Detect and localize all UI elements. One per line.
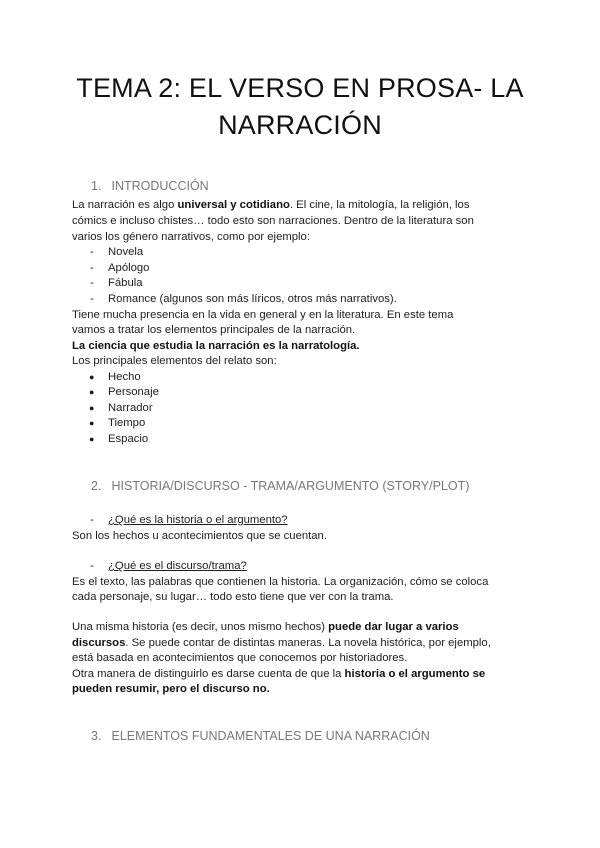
question-text: ¿Qué es la historia o el argumento? [108,514,288,526]
section-number: 3. [91,729,102,743]
answer-2-line-2: cada personaje, su lugar… todo esto tiene que ver con la trama. [72,591,394,603]
bold-run: La ciencia que estudia la narración es la narratología. [72,340,360,352]
text-run: La narración es algo [72,199,178,211]
narratology-statement [72,339,360,355]
list-item-text: Apólogo [108,262,150,274]
elements-intro: Los principales elementos del relato son: [72,355,277,367]
section-number: 1. [91,179,102,193]
text-run: Una misma historia (es decir, unos mismo hechos) [72,621,329,633]
section-label: INTRODUCCIÓN [111,179,209,193]
section-heading-2 [91,478,469,494]
bold-run: discursos [72,637,126,649]
section-label: ELEMENTOS FUNDAMENTALES DE UNA NARRACIÓN [111,729,430,743]
para-line-2 [72,636,491,652]
intro-para2-line-1: Tiene mucha presencia en la vida en general y en la literatura. En este tema [72,309,454,321]
list-item-text: Fábula [108,277,143,289]
section-number: 2. [91,479,102,493]
list-item-text: Romance (algunos son más líricos, otros más narrativos). [108,293,397,305]
intro-line-2: cómics e incluso chistes… todo esto son narraciones. Dentro de la literatura son [72,215,474,227]
answer-2-line-1: Es el texto, las palabras que contienen la historia. La organización, cómo se coloca [72,576,489,588]
title-line-2: NARRACIÓN [218,110,382,140]
bold-run: universal y cotidiano [177,199,290,211]
section-heading-3 [91,728,430,744]
para-line-1 [72,620,459,636]
section-heading-1 [91,178,209,194]
intro-line-1 [72,198,469,214]
para-line-4 [72,667,485,683]
document-page: TEMA 2: EL VERSO EN PROSA- LA NARRACIÓN 1. INTRODUCCIÓN La narración es algo universal y cotidiano. El cine, la mitología, la religión, los cómics e incluso chistes… todo esto son narraciones. Dentro de la literatura son varios los género narrativos, como por ejemplo: - Novela - Apólogo - Fábula - Romance (algunos son más líricos, otros más narrativos). Tiene mucha presencia en la vida en general y en la literatura. En este tema vamos a tratar los elementos principales de la narración. La ciencia que estudia la narración es la narratología. Los principales elementos del relato son: ● Hecho ● Personaje ● Narrador ● Tiempo ● Espacio 2. HISTORIA/DISCURSO - TRAMA/ARGUMENTO (STORY/PLOT) - ¿Qué es la historia o el argumento? Son los hechos u acontecimientos que se cuentan. - ¿Qué es el discurso/trama? Es el texto, las palabras que contienen la historia. La organización, cómo se coloca cada personaje, su lugar… todo esto tiene que ver con la trama. Una misma historia (es decir, unos mismo hechos) puede dar lugar a varios discursos. Se puede contar de distintas maneras. La novela histórica, por ejemplo, está basada en acontecimientos que conocemos por historiadores. Otra manera de distinguirlo es darse cuenta de que la historia o el argumento se pueden resumir, pero el discurso no. 3. ELEMENTOS FUNDAMENTALES DE UNA NARRACIÓN [0,0,600,848]
bullet-text: Narrador [108,402,153,414]
bold-run: historia o el argumento se [344,668,486,680]
text-run: Otra manera de distinguirlo es darse cuenta de que la [72,668,345,680]
list-item-text: Novela [108,246,144,258]
section-label: HISTORIA/DISCURSO - TRAMA/ARGUMENTO (STORY/PLOT) [111,479,470,493]
bullet-text: Personaje [108,386,159,398]
bullet-text: Espacio [108,433,149,445]
bullet-text: Tiempo [108,417,146,429]
bold-run: pueden resumir, pero el discurso no. [72,683,270,695]
text-run: . Se puede contar de distintas maneras. La novela histórica, por ejemplo, [125,637,491,649]
para-line-5 [72,682,270,698]
para-line-3: está basada en acontecimientos que conocemos por historiadores. [72,652,408,664]
bold-run: puede dar lugar a varios [328,621,459,633]
question-text: ¿Qué es el discurso/trama? [108,560,247,572]
page-title [40,70,560,144]
text-run: . El cine, la mitología, la religión, los [289,199,470,211]
title-line-1: TEMA 2: EL VERSO EN PROSA- LA [76,73,524,103]
intro-line-3: varios los género narrativos, como por ejemplo: [72,231,310,243]
answer-1: Son los hechos u acontecimientos que se cuentan. [72,530,327,542]
intro-para2-line-2: vamos a tratar los elementos principales de la narración. [72,324,356,336]
bullet-text: Hecho [108,371,141,383]
